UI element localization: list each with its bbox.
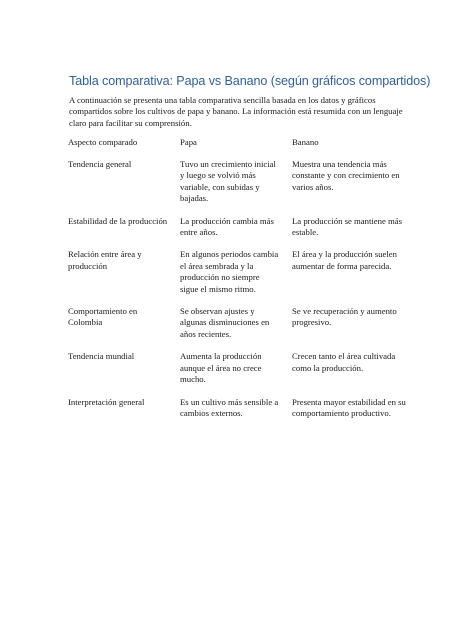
- cell-aspect: Relación entre área y producción: [68, 249, 142, 271]
- cell-banano: El área y la producción suelen aumentar de forma parecida.: [292, 249, 397, 271]
- cell-banano: Crecen tanto el área cultivada como la producción.: [292, 351, 396, 373]
- intro-paragraph: A continuación se presenta una tabla comparativa sencilla basada en los datos y gráficos compartidos sobre los cultivos de papa y banano. La información está resumida con un lenguaje claro para facilitar su comprensión.: [69, 95, 403, 128]
- cell-papa: Tuvo un crecimiento inicial y luego se volvió más variable, con subidas y bajadas.: [180, 159, 276, 204]
- table-header-row: [62, 135, 412, 156]
- header-banano: Banano: [292, 137, 319, 147]
- header-aspect: Aspecto comparado: [68, 137, 138, 147]
- cell-banano: Se ve recuperación y aumento progresivo.: [292, 306, 397, 328]
- table-row: [62, 249, 412, 306]
- cell-aspect: Estabilidad de la producción: [68, 215, 168, 226]
- document-title: Tabla comparativa: Papa vs Banano (según gráficos compartidos): [69, 74, 431, 88]
- cell-banano: La producción se mantiene más estable.: [292, 215, 403, 238]
- table-row: [62, 351, 412, 396]
- cell-banano: Muestra una tendencia más constante y con crecimiento en varios años.: [292, 159, 400, 192]
- table-row: [62, 397, 412, 431]
- cell-papa: En algunos periodos cambia el área sembrada y la producción no siempre sigue el mismo ritmo.: [180, 249, 279, 294]
- cell-papa: La producción cambia más entre años.: [180, 215, 274, 238]
- table-row: [62, 306, 412, 351]
- cell-aspect: Tendencia mundial: [68, 351, 135, 362]
- header-papa: Papa: [180, 137, 197, 147]
- table-row: [62, 216, 412, 250]
- cell-aspect: Comportamiento en Colombia: [68, 306, 138, 328]
- table-row: [62, 156, 412, 216]
- cell-papa: Se observan ajustes y algunas disminuciones en años recientes.: [180, 306, 270, 339]
- cell-papa: Aumenta la producción aunque el área no crece mucho.: [180, 351, 262, 385]
- cell-aspect: Interpretación general: [68, 396, 145, 407]
- cell-papa: Es un cultivo más sensible a cambios externos.: [180, 396, 279, 418]
- comparison-table: [62, 135, 412, 430]
- cell-banano: Presenta mayor estabilidad en su comportamiento productivo.: [292, 396, 406, 418]
- cell-aspect: Tendencia general: [68, 159, 132, 169]
